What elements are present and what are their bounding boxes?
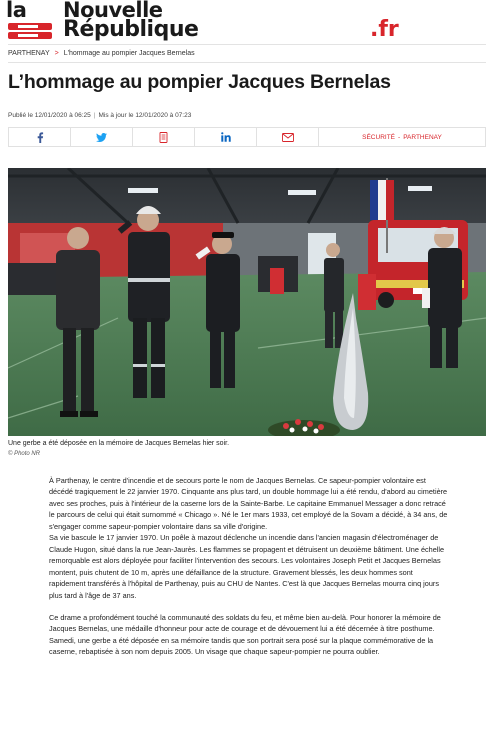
article-paragraph-3: Ce drame a profondément touché la communauté des soldats du feu, et même bien au-delà. Pour honorer la mémoire de Jacques Bernelas, une médaille d'honneur pour acte de courage et de dévouement lui a été décernée à titre posthume. Samedi, une gerbe a été déposée en sa mémoire tandis que son portrait sera posé sur la plaque commémorative de la caserne, rebaptisée à son nom depuis 2005. Un visage que chaque sapeur-pompier ne pourra oublier. — [49, 612, 441, 657]
logo-text-nouvelle: Nouvelle — [63, 0, 163, 22]
logo-mark-icon — [8, 23, 52, 39]
logo-text-republique: République — [63, 17, 199, 42]
tag-securite-link[interactable]: SÉCURITÉ — [362, 133, 396, 141]
share-mail-button[interactable] — [257, 128, 319, 146]
article-body — [49, 475, 449, 658]
article-paragraph-1: À Parthenay, le centre d'incendie et de secours porte le nom de Jacques Bernelas. Ce sapeur-pompier volontaire est décédé tragiquement le 22 janvier 1970. Cinquante ans plus tard, un double hommage lui a été rendu, d'abord au cimetière avec ses proches, puis à l'intérieur de la caserne lors de la Sainte-Barbe. Le capitaine Emmanuel Messager a donc retracé le parcours de celui qui était surnommé « Chicago ». Né le 1er mars 1933, cet employé de la Sovam a décidé, à 34 ans, de s'engager comme sapeur-pompier volontaire dans sa ville d'origine. — [49, 476, 448, 531]
share-facebook-button[interactable] — [9, 128, 71, 146]
breadcrumb-item-current: L'hommage au pompier Jacques Bernelas — [63, 50, 195, 57]
linkedin-icon — [221, 132, 231, 142]
logo-text-la: la — [6, 0, 27, 22]
share-twitter-button[interactable] — [71, 128, 133, 146]
article-dates — [8, 112, 191, 119]
logo-suffix: .fr — [370, 17, 399, 42]
print-button[interactable] — [133, 128, 195, 146]
breadcrumb-item-parthenay[interactable]: PARTHENAY — [8, 50, 50, 57]
published-date: Publié le 12/01/2020 à 06:25 — [8, 112, 91, 119]
twitter-icon — [96, 133, 107, 142]
breadcrumb-divider — [8, 62, 486, 63]
share-bar — [8, 127, 486, 147]
article-title: L’hommage au pompier Jacques Bernelas — [8, 71, 391, 93]
photo-caption: Une gerbe a été déposée en la mémoire de Jacques Bernelas hier soir. — [8, 440, 230, 447]
photo-credit: © Photo NR — [8, 451, 41, 457]
tag-parthenay-link[interactable]: PARTHENAY — [403, 133, 442, 141]
article-paragraph-2: Sa vie bascule le 17 janvier 1970. Un poêle à mazout déclenche un incendie dans l'ancien magasin d'électroménager de Claude Hugon, situé dans la rue Jean-Jaurès. Les flammes se propagent et détruisent un deuxième bâtiment. Une échelle remorquable est alors déployée pour faciliter l'intervention des secours. Les volontaires Joseph Petit et Jacques Bernelas montent, puis chutent de 10 m, après une défaillance de la structure. Gravement blessés, les deux hommes sont rapidement transférés à l'hôpital de Parthenay, puis au CHU de Nantes. C'est là que Jacques Bernelas mourra cinq jours plus tard à l'âge de 37 ans. — [49, 533, 445, 600]
print-icon — [159, 132, 168, 143]
mail-icon — [282, 133, 294, 142]
article-photo — [8, 168, 486, 436]
breadcrumb-separator: > — [54, 50, 59, 57]
share-linkedin-button[interactable] — [195, 128, 257, 146]
article-tags — [319, 128, 485, 146]
facebook-icon — [36, 132, 44, 143]
date-separator: | — [93, 112, 96, 119]
header-divider — [8, 44, 486, 45]
breadcrumb — [8, 50, 195, 57]
tag-separator: - — [398, 133, 401, 141]
updated-date: Mis à jour le 12/01/2020 à 07:23 — [98, 112, 192, 119]
site-logo[interactable] — [6, 0, 488, 42]
ceremony-photo-illustration — [8, 168, 486, 436]
